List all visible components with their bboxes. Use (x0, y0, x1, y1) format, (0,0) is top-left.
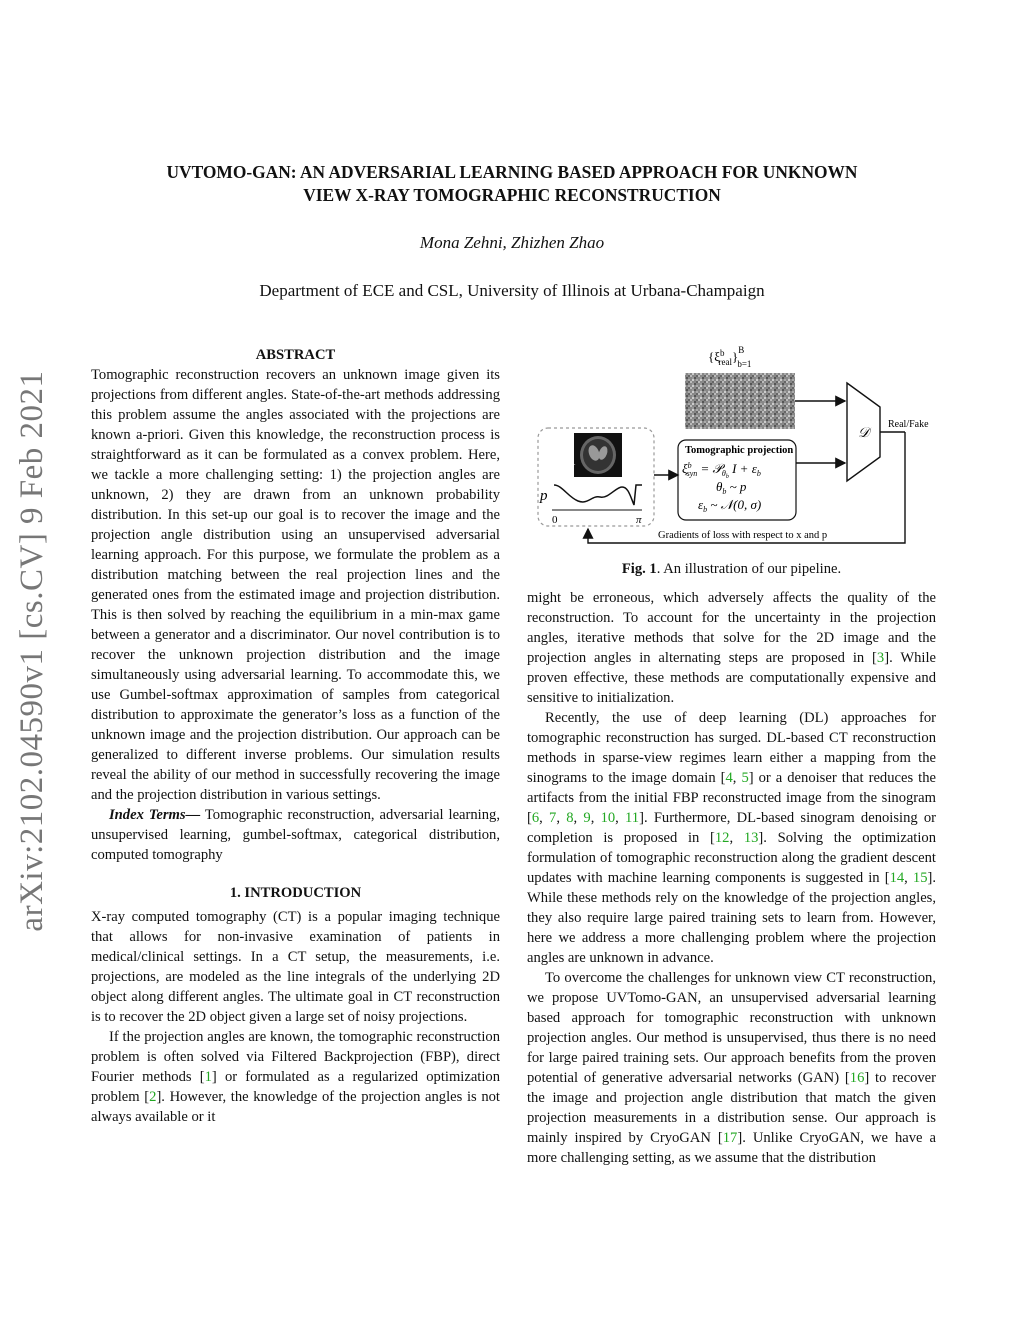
citation-link[interactable]: 10 (600, 810, 616, 826)
figure-caption (527, 561, 936, 578)
right-p2-text-b: ] or a denoiser that reduces the artifacts from the initial FBP reconstructed image from the sinogram [ (527, 770, 936, 826)
intro-paragraph-1: X-ray computed tomography (CT) is a popular imaging technique that allows for non-invasive examination of patients in medical/clinical settings. In a CT setup, the measurements, i.e. projections, are modeled as the line integrals of the underlying 2D object along different angles. The ultimate goal in CT reconstruction is to recover the 2D object given a large set of noisy projections. (91, 909, 500, 1025)
citation-link[interactable]: 13 (743, 830, 759, 846)
pipeline-figure (530, 345, 940, 555)
projection-equation-2: $\theta_b$ ~ p (716, 479, 747, 496)
projection-equation-1: $\xi^b$ syn = 𝒫$_\theta$b $I + \varepsilon_b$ (682, 461, 761, 480)
cite-sep: , (556, 810, 567, 826)
citation-link[interactable]: 9 (583, 810, 591, 826)
image-label: I (570, 462, 575, 477)
left-column (91, 345, 500, 1127)
citation-link[interactable]: 17 (722, 1130, 738, 1146)
index-terms-label: Index Terms— (109, 807, 201, 823)
citation-link[interactable]: 8 (566, 810, 574, 826)
citation-link[interactable]: 11 (625, 810, 640, 826)
right-p3-text-c: ]. Unlike CryoGAN, we have a more challenging setting, as we assume that the distribution (527, 1130, 936, 1166)
real-projections-image (685, 373, 795, 429)
intro-paragraph-2 (91, 1027, 500, 1127)
right-p2-text-a: Recently, the use of deep learning (DL) approaches for tomographic reconstruction has surged. DL-based CT reconstruction methods in sparse-view regimes learn either a mapping from the sinograms to the image domain [ (527, 710, 936, 786)
title-line-2: VIEW X-RAY TOMOGRAPHIC RECONSTRUCTION (303, 185, 721, 205)
right-paragraph-1 (527, 588, 936, 708)
distribution-curve (554, 485, 642, 505)
index-terms-text: Tomographic reconstruction, adversarial learning, unsupervised learning, gumbel-softmax, categorical distribution, computed tomography (91, 807, 500, 863)
right-p3-text-a: To overcome the challenges for unknown view CT reconstruction, we propose UVTomo-GAN, an unsupervised adversarial learning based approach for tomographic reconstruction with unknown projection angles. Our method is unsupervised, thus there is no need for large paired training sets. Our approach benefits from the proven potential of generative adversarial networks (GAN) [ (527, 970, 936, 1086)
title-line-1: UVTOMO-GAN: AN ADVERSARIAL LEARNING BASED APPROACH FOR UNKNOWN (166, 162, 858, 182)
real-samples-label: {$\xi^b$ real}$^B$ b=1 (708, 345, 752, 369)
citation-link[interactable]: 14 (889, 870, 905, 886)
projection-equation-3: $\varepsilon_b$ ~ 𝒩(0, σ) (698, 497, 762, 514)
right-p1-text-b: ]. While proven effective, these methods are computationally expensive and sensitive to initialization. (527, 650, 936, 706)
right-p3-text-b: ] to recover the image and projection angle distribution that match the given projection measurements in a distribution sense. Our approach is mainly inspired by CryoGAN [ (527, 1070, 936, 1146)
right-column (527, 588, 936, 1168)
axis-max-label: π (636, 514, 642, 526)
cite-sep: , (573, 810, 584, 826)
cite-sep: , (590, 810, 601, 826)
citation-link[interactable]: 15 (912, 870, 928, 886)
affiliation: Department of ECE and CSL, University of Illinois at Urbana-Champaign (259, 281, 765, 300)
citation-link[interactable]: 2 (149, 1089, 157, 1105)
output-label: Real/Fake (888, 419, 929, 430)
citation-link[interactable]: 4 (725, 770, 733, 786)
citation-link[interactable]: 1 (204, 1069, 212, 1085)
cite-sep: , (539, 810, 550, 826)
intro-p2-text-c: ]. However, the knowledge of the projection angles is not always available or it (91, 1089, 500, 1125)
intro-p2-text-a: If the projection angles are known, the tomographic reconstruction problem is often solved via Filtered Backprojection (FBP), direct Fourier methods [ (91, 1029, 500, 1085)
cite-sep: , (615, 810, 626, 826)
intro-p2-text-b: ] or formulated as a regularized optimization problem [ (91, 1069, 501, 1105)
index-terms (91, 805, 500, 865)
right-p1-text-a: might be erroneous, which adversely affects the quality of the reconstruction. To account for the uncertainty in the projection angles, iterative methods that solve for the 2D image and the projection angles in alternating steps are proposed in [ (527, 590, 936, 666)
intro-heading: 1. INTRODUCTION (229, 885, 362, 901)
discriminator-label: 𝒟 (858, 426, 870, 441)
right-p2-text-e: ]. While these methods rely on the knowledge of the projection angles, they also require large paired training sets to learn from. However, here we address a more challenging problem where the projection angles are unknown in advance. (527, 870, 937, 966)
citation-link[interactable]: 7 (549, 810, 557, 826)
right-paragraph-2 (527, 708, 936, 968)
pipeline-diagram (530, 345, 940, 555)
axis-min-label: 0 (552, 514, 558, 526)
citation-link[interactable]: 12 (714, 830, 730, 846)
citation-link[interactable]: 5 (741, 770, 749, 786)
right-p2-text-c: ]. Furthermore, DL-based sinogram denoising or completion is proposed in [ (527, 810, 937, 846)
abstract-heading: ABSTRACT (255, 347, 336, 363)
figure-caption-text: . An illustration of our pipeline. (656, 561, 842, 577)
cite-sep: , (729, 830, 744, 846)
right-p2-text-d: ]. Solving the optimization formulation of tomographic reconstruction along the gradient descent updates with machine learning components is suggested in [ (527, 830, 936, 886)
citation-link[interactable]: 3 (876, 650, 885, 666)
right-paragraph-3 (527, 968, 936, 1168)
authors: Mona Zehni, Zhizhen Zhao (419, 233, 605, 252)
citation-link[interactable]: 16 (849, 1070, 865, 1086)
citation-link[interactable]: 6 (531, 810, 540, 826)
arxiv-identifier: arXiv:2102.04590v1 [cs.CV] 9 Feb 2021 (14, 370, 50, 932)
cite-sep: , (904, 870, 913, 886)
figure-caption-label: Fig. 1 (621, 561, 657, 577)
cite-sep: , (732, 770, 742, 786)
projection-box-title: Tomographic projection (685, 445, 794, 456)
paper-title (100, 161, 924, 207)
distribution-label: p (540, 488, 548, 504)
abstract-text: Tomographic reconstruction recovers an unknown image given its projections from different angles. State-of-the-art methods addressing this problem assume the angles associated with the projections are known a-priori. Given this knowledge, the reconstruction process is straightforward as it can be formulated as a convex problem. Here, we tackle a more challenging setting: 1) the projection angles are unknown, 2) they are drawn from an unknown probability distribution. In this set-up our goal is to recover the image and the projection angle distribution using an unsupervised adversarial learning approach. For this purpose, we formulate the problem as a distribution matching between the real projection lines and the generated ones from the estimated image and projection distribution. This is then solved by reaching the equilibrium in a min-max game between a generator and a discriminator. Our novel contribution is to recover the unknown projection distribution and the image simultaneously using adversarial learning. To accommodate this, we use Gumbel-softmax approximation of samples from categorical distribution to approximate the generator’s loss as a function of the unknown image and the projection distribution. Our approach can be generalized to different inverse problems. Our simulation results reveal the ability of our method in successfully recovering the image and the projection distribution in various settings. (91, 367, 500, 803)
feedback-label: Gradients of loss with respect to x and p (658, 530, 828, 541)
